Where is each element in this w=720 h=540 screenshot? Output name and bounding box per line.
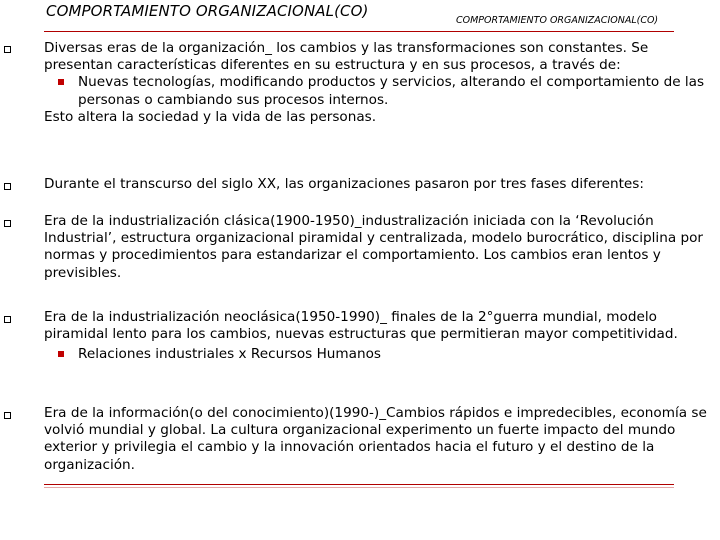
bullet-square-icon <box>4 316 11 323</box>
bullet-square-icon <box>4 220 11 227</box>
red-square-bullet-icon <box>58 351 64 357</box>
paragraph-after: Esto altera la sociedad y la vida de las personas. <box>44 108 377 125</box>
paragraph-neoclasica <box>44 309 714 364</box>
paragraph-informacion <box>44 405 714 474</box>
sub-item-text: Relaciones industriales x Recursos Humanos <box>78 346 382 363</box>
bullet-square-icon <box>4 46 11 53</box>
bottom-rule <box>44 484 674 485</box>
red-square-bullet-icon <box>58 79 64 85</box>
paragraph-text: Era de la información(o del conocimiento)(1990-)_Cambios rápidos e impredecibles, economía se volvió mundial y global. La cultura organizacional experimento un fuerte impacto del mundo exterior y privilegia el cambio y la innovación orientados hacia el futuro y el destino de la organización. <box>44 405 707 473</box>
paragraph-siglo <box>44 176 714 193</box>
paragraph-eras <box>44 40 714 126</box>
page-subtitle: COMPORTAMIENTO ORGANIZACIONAL(CO) <box>456 15 659 26</box>
paragraph-lead: Diversas eras de la organización_ <box>44 40 272 56</box>
sub-item <box>44 74 714 108</box>
bullet-square-icon <box>4 412 11 419</box>
paragraph-text: Era de la industrialización neoclásica(1950-1990)_ finales de la 2°guerra mundial, modelo piramidal lento para los cambios, nuevas estructuras que permitieran mayor competitividad. <box>44 309 678 343</box>
bottom-rule-faint <box>44 487 674 488</box>
paragraph-text: Era de la industrialización clásica(1900-1950)_industralización iniciada con la ‘Revolución Industrial’, estructura organizacional piramidal y centralizada, modelo burocrático, disciplina por normas y procedimientos para estandarizar el comportamiento. Los cambios eran lentos y previsibles. <box>44 213 704 281</box>
page-title: COMPORTAMIENTO ORGANIZACIONAL(CO) <box>46 2 369 20</box>
bullet-square-icon <box>4 183 11 190</box>
paragraph-text: Durante el transcurso del siglo XX, las organizaciones pasaron por tres fases diferentes: <box>44 176 644 192</box>
sub-item-text: Nuevas tecnologías, modificando productos y servicios, alterando el comportamiento de las personas o cambiando sus procesos internos. <box>78 74 705 108</box>
paragraph-text: los cambios y las transformaciones son constantes. Se presentan características diferentes en su estructura y en sus procesos, a través de: <box>44 40 649 74</box>
paragraph-clasica <box>44 213 714 282</box>
sub-item <box>44 346 714 363</box>
top-rule <box>44 31 674 32</box>
